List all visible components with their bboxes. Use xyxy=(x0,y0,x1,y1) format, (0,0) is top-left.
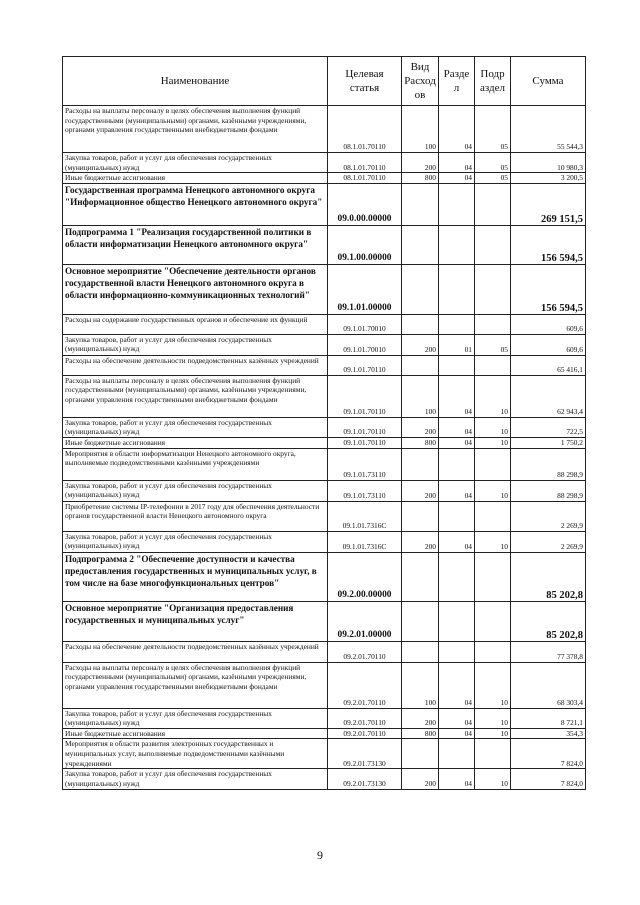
table-row xyxy=(63,417,586,437)
row-section: 04 xyxy=(439,662,475,708)
header-section: Разде л xyxy=(439,57,475,106)
row-subsection: 05 xyxy=(475,106,511,153)
row-name: Государственная программа Ненецкого автономного округа "Информационное общество Ненецкого автономного округа" xyxy=(63,183,328,225)
table-row xyxy=(63,183,586,225)
row-amount: 65 416,1 xyxy=(511,355,586,375)
row-subsection xyxy=(475,601,511,641)
row-name: Закупка товаров, работ и услуг для обеспечения государственных (муниципальных) нужд xyxy=(63,708,328,728)
row-name: Иные бюджетные ассигнования xyxy=(63,728,328,739)
row-amount: 3 200,5 xyxy=(511,173,586,184)
row-target-article: 09.2.01.73130 xyxy=(328,739,402,769)
table-row xyxy=(63,662,586,708)
row-target-article: 09.1.01.70010 xyxy=(328,314,402,334)
row-section xyxy=(439,264,475,314)
row-subsection: 10 xyxy=(475,728,511,739)
row-amount: 68 303,4 xyxy=(511,662,586,708)
row-expense-type xyxy=(402,225,439,264)
row-section: 04 xyxy=(439,106,475,153)
table-row xyxy=(63,314,586,334)
row-subsection xyxy=(475,501,511,531)
row-target-article: 09.2.01.70110 xyxy=(328,728,402,739)
row-expense-type: 100 xyxy=(402,106,439,153)
row-subsection: 10 xyxy=(475,417,511,437)
row-expense-type xyxy=(402,183,439,225)
row-expense-type xyxy=(402,264,439,314)
row-name: Иные бюджетные ассигнования xyxy=(63,437,328,448)
row-target-article: 09.2.01.70110 xyxy=(328,662,402,708)
table-row xyxy=(63,552,586,601)
row-name: Расходы на обеспечение деятельности подведомственных казённых учреждений xyxy=(63,641,328,662)
row-expense-type: 100 xyxy=(402,375,439,417)
row-name: Подпрограмма 2 "Обеспечение доступности и качества предоставления государственных и муниципальных услуг, в том числе на базе многофункциональных центров" xyxy=(63,552,328,601)
row-amount: 156 594,5 xyxy=(511,264,586,314)
row-amount: 2 269,9 xyxy=(511,531,586,552)
row-target-article: 09.2.01.70110 xyxy=(328,641,402,662)
row-section: 04 xyxy=(439,480,475,501)
row-section xyxy=(439,641,475,662)
row-name: Закупка товаров, работ и услуг для обеспечения государственных (муниципальных) нужд xyxy=(63,417,328,437)
row-expense-type: 200 xyxy=(402,531,439,552)
row-section: 04 xyxy=(439,173,475,184)
row-name: Расходы на содержание государственных органов и обеспечение их функций xyxy=(63,314,328,334)
row-section: 04 xyxy=(439,769,475,789)
row-name: Закупка товаров, работ и услуг для обеспечения государственных (муниципальных) нужд xyxy=(63,334,328,355)
row-expense-type xyxy=(402,314,439,334)
row-expense-type: 200 xyxy=(402,708,439,728)
row-target-article: 09.1.01.7316С xyxy=(328,531,402,552)
row-target-article: 09.1.01.70110 xyxy=(328,417,402,437)
row-amount: 10 980,3 xyxy=(511,153,586,173)
row-amount: 2 269,9 xyxy=(511,501,586,531)
row-subsection: 10 xyxy=(475,708,511,728)
row-section: 04 xyxy=(439,728,475,739)
row-amount: 7 824,0 xyxy=(511,739,586,769)
row-section: 04 xyxy=(439,437,475,448)
row-name: Иные бюджетные ассигнования xyxy=(63,173,328,184)
row-section: 04 xyxy=(439,417,475,437)
row-section: 04 xyxy=(439,531,475,552)
table-row xyxy=(63,708,586,728)
row-amount: 62 943,4 xyxy=(511,375,586,417)
row-subsection: 10 xyxy=(475,662,511,708)
row-target-article: 09.1.01.73110 xyxy=(328,480,402,501)
row-expense-type xyxy=(402,641,439,662)
row-name: Закупка товаров, работ и услуг для обеспечения государственных (муниципальных) нужд xyxy=(63,153,328,173)
row-section xyxy=(439,501,475,531)
row-amount: 269 151,5 xyxy=(511,183,586,225)
row-expense-type xyxy=(402,501,439,531)
row-subsection xyxy=(475,552,511,601)
row-name: Мероприятия в области развития электронных государственных и муниципальных услуг, выполняемые подведомственными казёнными учреждениями xyxy=(63,739,328,769)
table-row xyxy=(63,106,586,153)
table-row xyxy=(63,531,586,552)
row-target-article: 09.1.01.7316С xyxy=(328,501,402,531)
row-amount: 55 544,3 xyxy=(511,106,586,153)
table-row xyxy=(63,225,586,264)
row-amount: 156 594,5 xyxy=(511,225,586,264)
row-target-article: 09.1.01.73110 xyxy=(328,448,402,480)
row-subsection: 05 xyxy=(475,173,511,184)
row-expense-type xyxy=(402,355,439,375)
row-target-article: 09.1.00.00000 xyxy=(328,225,402,264)
row-name: Расходы на выплаты персоналу в целях обеспечения выполнения функций государственными (муниципальными) органами, казёнными учреждениями, органами управления государственными внебюджетными фондами xyxy=(63,106,328,153)
row-expense-type: 200 xyxy=(402,417,439,437)
row-subsection: 05 xyxy=(475,334,511,355)
header-subsection: Подр аздел xyxy=(475,57,511,106)
row-section xyxy=(439,314,475,334)
row-section xyxy=(439,355,475,375)
row-expense-type: 200 xyxy=(402,480,439,501)
table-row xyxy=(63,334,586,355)
row-amount: 722,5 xyxy=(511,417,586,437)
row-name: Расходы на выплаты персоналу в целях обеспечения выполнения функций государственными (муниципальными) органами, казёнными учреждениями, органами управления государственными внебюджетными фондами xyxy=(63,375,328,417)
row-subsection xyxy=(475,355,511,375)
table-row xyxy=(63,728,586,739)
table-row xyxy=(63,601,586,641)
row-section xyxy=(439,601,475,641)
table-row xyxy=(63,173,586,184)
row-expense-type: 800 xyxy=(402,728,439,739)
row-name: Приобретение системы IP-телефонии в 2017 году для обеспечения деятельности органов государственной власти Ненецкого автономного округа xyxy=(63,501,328,531)
row-subsection xyxy=(475,183,511,225)
table-row xyxy=(63,480,586,501)
row-target-article: 09.1.01.00000 xyxy=(328,264,402,314)
row-target-article: 09.1.01.70110 xyxy=(328,437,402,448)
header-name: Наименование xyxy=(63,57,328,106)
row-subsection: 10 xyxy=(475,480,511,501)
row-expense-type: 800 xyxy=(402,173,439,184)
row-name: Закупка товаров, работ и услуг для обеспечения государственных (муниципальных) нужд xyxy=(63,769,328,789)
row-expense-type xyxy=(402,739,439,769)
row-subsection xyxy=(475,641,511,662)
row-amount: 85 202,8 xyxy=(511,601,586,641)
header-expense-type: Вид Расход ов xyxy=(402,57,439,106)
row-target-article: 09.2.01.00000 xyxy=(328,601,402,641)
row-name: Закупка товаров, работ и услуг для обеспечения государственных (муниципальных) нужд xyxy=(63,531,328,552)
table-row xyxy=(63,355,586,375)
row-expense-type xyxy=(402,601,439,641)
row-name: Расходы на выплаты персоналу в целях обеспечения выполнения функций государственными (муниципальными) органами, казёнными учреждениями, органами управления государственными внебюджетными фондами xyxy=(63,662,328,708)
row-amount: 85 202,8 xyxy=(511,552,586,601)
row-target-article: 08.1.01.70110 xyxy=(328,173,402,184)
table-row xyxy=(63,739,586,769)
row-amount: 77 378,8 xyxy=(511,641,586,662)
table-row xyxy=(63,641,586,662)
table-header-row xyxy=(63,57,586,106)
row-section: 04 xyxy=(439,153,475,173)
row-name: Подпрограмма 1 "Реализация государственной политики в области информатизации Ненецкого автономного округа" xyxy=(63,225,328,264)
row-section xyxy=(439,739,475,769)
row-expense-type: 200 xyxy=(402,769,439,789)
table-row xyxy=(63,153,586,173)
row-subsection xyxy=(475,264,511,314)
row-target-article: 09.2.01.73130 xyxy=(328,769,402,789)
row-subsection xyxy=(475,739,511,769)
row-target-article: 08.1.01.70110 xyxy=(328,106,402,153)
row-subsection: 10 xyxy=(475,531,511,552)
row-expense-type: 100 xyxy=(402,662,439,708)
row-section: 01 xyxy=(439,334,475,355)
row-target-article: 09.2.00.00000 xyxy=(328,552,402,601)
row-target-article: 09.2.01.70110 xyxy=(328,708,402,728)
table-row xyxy=(63,264,586,314)
row-section xyxy=(439,183,475,225)
row-section: 04 xyxy=(439,375,475,417)
page-number: 9 xyxy=(317,848,323,862)
row-section xyxy=(439,448,475,480)
row-subsection: 10 xyxy=(475,769,511,789)
row-expense-type: 200 xyxy=(402,334,439,355)
row-target-article: 09.1.01.70010 xyxy=(328,334,402,355)
row-section: 04 xyxy=(439,708,475,728)
table-row xyxy=(63,448,586,480)
row-target-article: 09.1.01.70110 xyxy=(328,375,402,417)
row-name: Закупка товаров, работ и услуг для обеспечения государственных (муниципальных) нужд xyxy=(63,480,328,501)
row-name: Основное мероприятие "Обеспечение деятельности органов государственной власти Ненецкого автономного округа в области информационно-коммуникационных технологий" xyxy=(63,264,328,314)
row-amount: 8 721,1 xyxy=(511,708,586,728)
row-expense-type xyxy=(402,552,439,601)
row-section xyxy=(439,552,475,601)
row-target-article: 08.1.01.70110 xyxy=(328,153,402,173)
row-amount: 609,6 xyxy=(511,314,586,334)
row-expense-type: 800 xyxy=(402,437,439,448)
row-amount: 1 750,2 xyxy=(511,437,586,448)
row-subsection: 10 xyxy=(475,375,511,417)
table-row xyxy=(63,501,586,531)
table-row xyxy=(63,437,586,448)
row-name: Мероприятия в области информатизации Ненецкого автономного округа, выполняемые подведомственными казёнными учреждениями xyxy=(63,448,328,480)
table-row xyxy=(63,769,586,789)
budget-table xyxy=(62,56,586,790)
row-target-article: 09.0.00.00000 xyxy=(328,183,402,225)
header-target-article: Целевая статья xyxy=(328,57,402,106)
row-subsection: 05 xyxy=(475,153,511,173)
row-expense-type: 200 xyxy=(402,153,439,173)
row-amount: 609,6 xyxy=(511,334,586,355)
header-amount: Сумма xyxy=(511,57,586,106)
row-amount: 88 298,9 xyxy=(511,448,586,480)
row-expense-type xyxy=(402,448,439,480)
row-amount: 7 824,0 xyxy=(511,769,586,789)
row-amount: 354,3 xyxy=(511,728,586,739)
row-subsection: 10 xyxy=(475,437,511,448)
row-subsection xyxy=(475,448,511,480)
row-amount: 88 298,9 xyxy=(511,480,586,501)
row-subsection xyxy=(475,314,511,334)
row-name: Основное мероприятие "Организация предоставления государственных и муниципальных услуг" xyxy=(63,601,328,641)
row-section xyxy=(439,225,475,264)
row-name: Расходы на обеспечение деятельности подведомственных казённых учреждений xyxy=(63,355,328,375)
row-target-article: 09.1.01.70110 xyxy=(328,355,402,375)
table-row xyxy=(63,375,586,417)
row-subsection xyxy=(475,225,511,264)
